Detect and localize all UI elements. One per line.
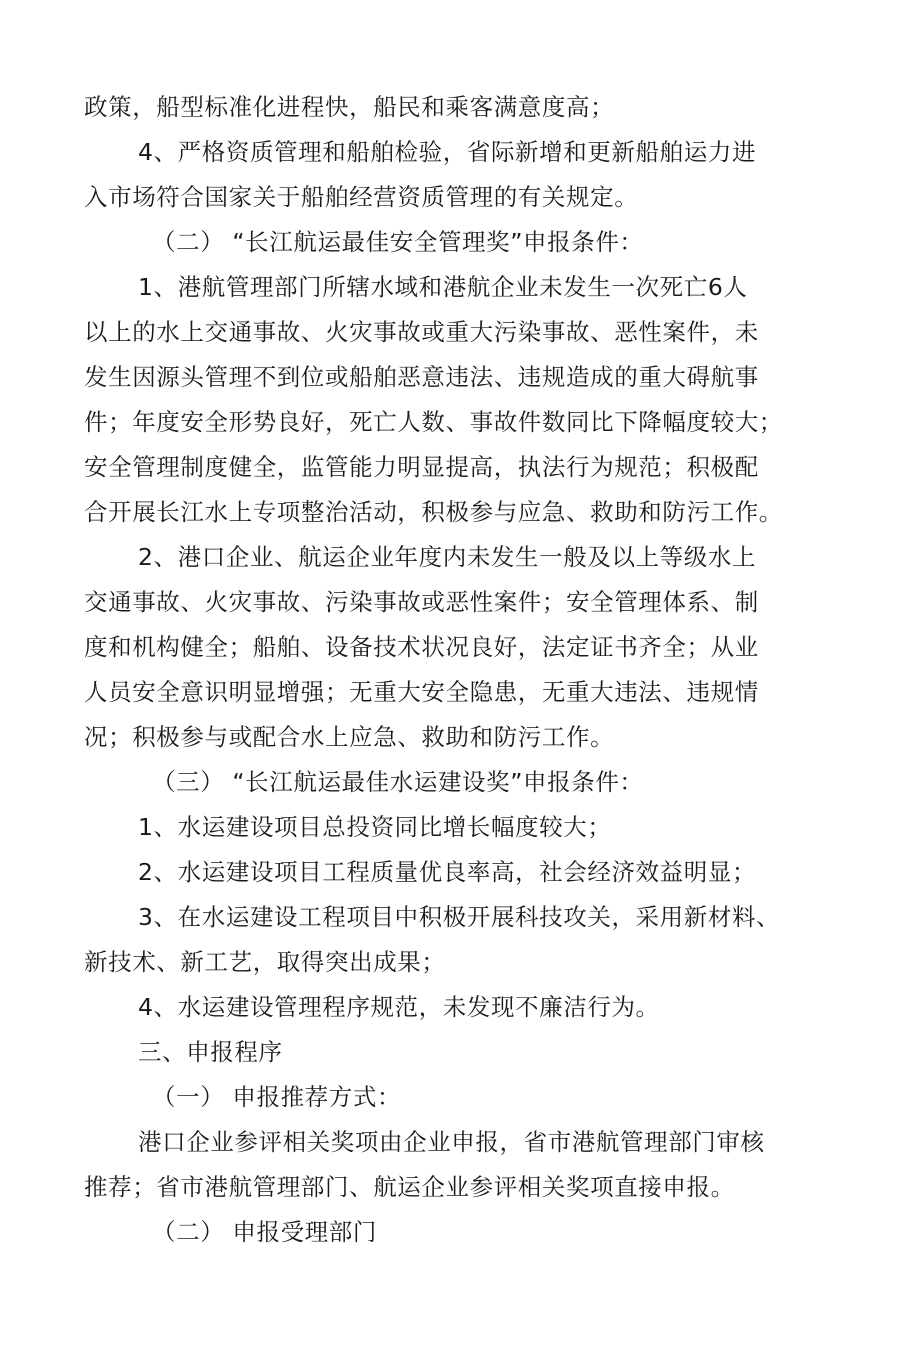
paragraph-line: 人员安全意识明显增强；无重大安全隐患，无重大违法、违规情 bbox=[84, 678, 759, 706]
paragraph-line: 4、严格资质管理和船舶检验，省际新增和更新船舶运力进 bbox=[138, 138, 757, 166]
paragraph-line: 合开展长江水上专项整治活动，积极参与应急、救助和防污工作。 bbox=[84, 498, 783, 526]
section-heading: （一） 申报推荐方式： bbox=[152, 1083, 402, 1111]
paragraph-line: 3、在水运建设工程项目中积极开展科技攻关，采用新材料、 bbox=[138, 903, 781, 931]
paragraph-line: 以上的水上交通事故、火灾事故或重大污染事故、恶性案件，未 bbox=[84, 318, 759, 346]
paragraph-line: 安全管理制度健全，监管能力明显提高，执法行为规范；积极配 bbox=[84, 453, 759, 481]
paragraph-line: 入市场符合国家关于船舶经营资质管理的有关规定。 bbox=[84, 183, 639, 211]
paragraph-line: 4、水运建设管理程序规范，未发现不廉洁行为。 bbox=[138, 993, 660, 1021]
paragraph-line: 推荐；省市港航管理部门、航运企业参评相关奖项直接申报。 bbox=[84, 1173, 735, 1201]
paragraph-line: 新技术、新工艺，取得突出成果； bbox=[84, 948, 446, 976]
paragraph-line: 度和机构健全；船舶、设备技术状况良好，法定证书齐全；从业 bbox=[84, 633, 759, 661]
paragraph-line: 政策，船型标准化进程快，船民和乘客满意度高； bbox=[84, 93, 615, 121]
section-heading: （二） 申报受理部门 bbox=[152, 1218, 377, 1246]
paragraph-line: 港口企业参评相关奖项由企业申报，省市港航管理部门审核 bbox=[138, 1128, 765, 1156]
paragraph-line: 1、港航管理部门所辖水域和港航企业未发生一次死亡6人 bbox=[138, 273, 748, 301]
paragraph-line: 件；年度安全形势良好，死亡人数、事故件数同比下降幅度较大； bbox=[84, 408, 783, 436]
section-heading: （二） “长江航运最佳安全管理奖”申报条件： bbox=[152, 228, 644, 256]
paragraph-line: 交通事故、火灾事故、污染事故或恶性案件；安全管理体系、制 bbox=[84, 588, 759, 616]
paragraph-line: 1、水运建设项目总投资同比增长幅度较大； bbox=[138, 813, 612, 841]
paragraph-line: 况；积极参与或配合水上应急、救助和防污工作。 bbox=[84, 723, 615, 751]
paragraph-line: 2、水运建设项目工程质量优良率高，社会经济效益明显； bbox=[138, 858, 757, 886]
paragraph-line: 发生因源头管理不到位或船舶恶意违法、违规造成的重大碍航事 bbox=[84, 363, 759, 391]
section-heading: （三） “长江航运最佳水运建设奖”申报条件： bbox=[152, 768, 644, 796]
paragraph-line: 2、港口企业、航运企业年度内未发生一般及以上等级水上 bbox=[138, 543, 757, 571]
section-heading: 三、申报程序 bbox=[138, 1038, 283, 1066]
